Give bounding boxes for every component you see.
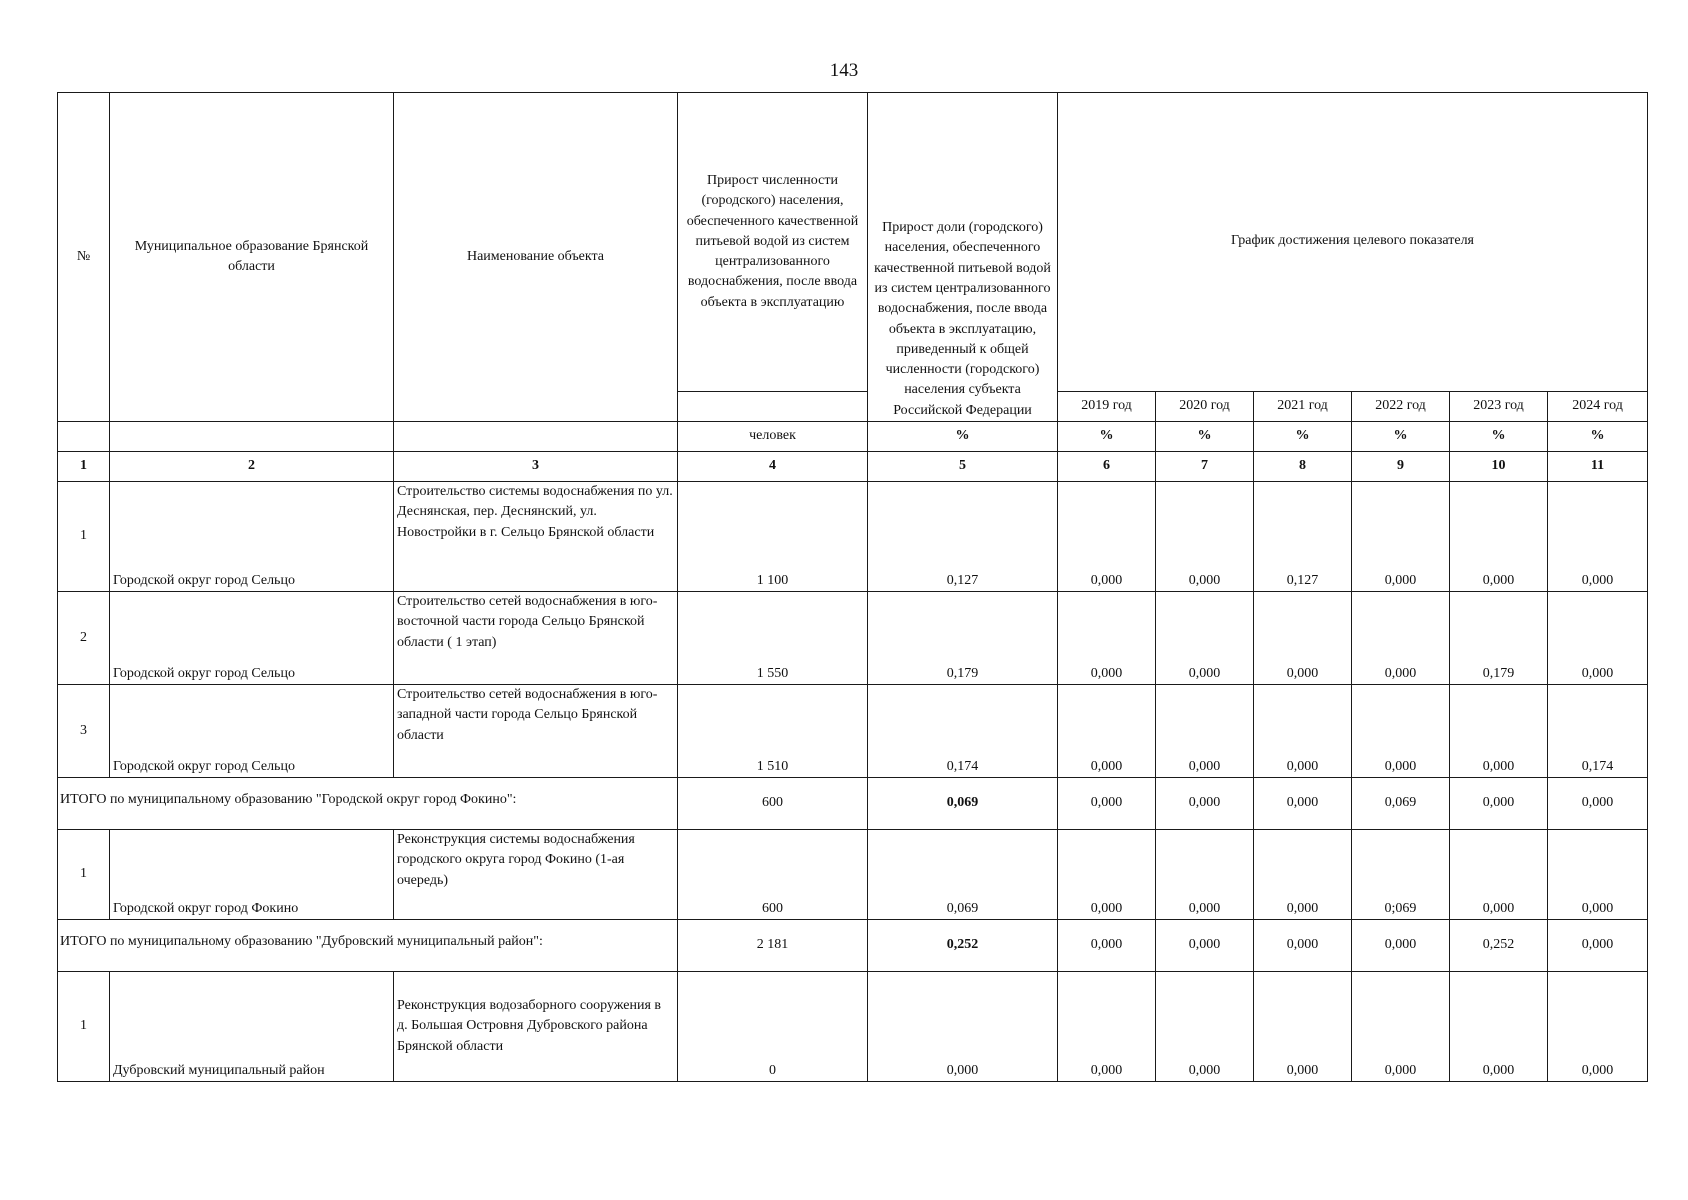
total-year-value: 0,000 [1450, 778, 1548, 830]
row-object: Строительство сетей водоснабжения в юго-западной части города Сельцо Брянской области [394, 685, 678, 778]
row-share: 0,179 [868, 592, 1058, 685]
row-no: 1 [58, 830, 110, 920]
col-number: 5 [868, 452, 1058, 482]
header-year-2023: 2023 год [1450, 392, 1548, 422]
header-year-2019: 2019 год [1058, 392, 1156, 422]
unit-percent: % [1058, 422, 1156, 452]
col-number: 10 [1450, 452, 1548, 482]
col-number: 9 [1352, 452, 1450, 482]
unit-percent: % [1352, 422, 1450, 452]
row-year-value: 0,000 [1450, 685, 1548, 778]
row-year-value: 0,000 [1058, 830, 1156, 920]
unit-percent: % [1548, 422, 1648, 452]
total-year-value: 0,000 [1254, 920, 1352, 972]
row-year-value: 0,000 [1254, 972, 1352, 1082]
row-count: 1 550 [678, 592, 868, 685]
header-growth-count: Прирост численности (городского) населения, обеспеченного качественной питьевой водой из систем централизованного водоснабжения, после ввода объекта в эксплуатацию [678, 93, 868, 392]
row-share: 0,127 [868, 482, 1058, 592]
units-empty-2 [110, 422, 394, 452]
header-year-2021: 2021 год [1254, 392, 1352, 422]
header-object: Наименование объекта [394, 93, 678, 422]
row-year-value: 0,000 [1352, 482, 1450, 592]
col-number: 7 [1156, 452, 1254, 482]
target-indicator-table [57, 92, 1648, 1082]
row-year-value: 0;069 [1352, 830, 1450, 920]
header-year-2024: 2024 год [1548, 392, 1648, 422]
row-municipality: Городской округ город Сельцо [110, 592, 394, 685]
total-year-value: 0,000 [1254, 778, 1352, 830]
row-year-value: 0,000 [1156, 685, 1254, 778]
row-year-value: 0,000 [1254, 685, 1352, 778]
row-municipality: Городской округ город Сельцо [110, 685, 394, 778]
row-year-value: 0,000 [1058, 482, 1156, 592]
total-year-value: 0,252 [1450, 920, 1548, 972]
units-empty-3 [394, 422, 678, 452]
row-share: 0,174 [868, 685, 1058, 778]
row-year-value: 0,000 [1548, 972, 1648, 1082]
total-count: 600 [678, 778, 868, 830]
row-year-value: 0,000 [1254, 830, 1352, 920]
row-year-value: 0,000 [1156, 482, 1254, 592]
row-year-value: 0,000 [1058, 685, 1156, 778]
header-growth-count-spacer [678, 392, 868, 422]
col-number: 11 [1548, 452, 1648, 482]
header-municipality: Муниципальное образование Брянской области [110, 93, 394, 422]
row-year-value: 0,000 [1058, 972, 1156, 1082]
row-year-value: 0,000 [1352, 972, 1450, 1082]
row-municipality: Городской округ город Сельцо [110, 482, 394, 592]
unit-percent: % [1156, 422, 1254, 452]
row-no: 1 [58, 972, 110, 1082]
col-number: 3 [394, 452, 678, 482]
units-empty-1 [58, 422, 110, 452]
row-year-value: 0,000 [1450, 482, 1548, 592]
total-label: ИТОГО по муниципальному образованию "Дубровский муниципальный район": [58, 920, 678, 972]
col-number: 8 [1254, 452, 1352, 482]
total-year-value: 0,000 [1058, 778, 1156, 830]
row-object: Строительство сетей водоснабжения в юго-восточной части города Сельцо Брянской области ( 1 этап) [394, 592, 678, 685]
row-year-value: 0,000 [1156, 830, 1254, 920]
total-year-value: 0,000 [1156, 778, 1254, 830]
header-no: № [58, 93, 110, 422]
unit-percent: % [868, 422, 1058, 452]
total-year-value: 0,000 [1548, 920, 1648, 972]
table-row [58, 685, 1648, 778]
row-year-value: 0,000 [1058, 592, 1156, 685]
total-row [58, 778, 1648, 830]
col-number: 1 [58, 452, 110, 482]
table-row [58, 482, 1648, 592]
row-year-value: 0,127 [1254, 482, 1352, 592]
row-no: 3 [58, 685, 110, 778]
header-schedule: График достижения целевого показателя [1058, 93, 1648, 392]
row-count: 600 [678, 830, 868, 920]
total-year-value: 0,000 [1156, 920, 1254, 972]
row-year-value: 0,000 [1352, 592, 1450, 685]
table-row [58, 830, 1648, 920]
col-number: 4 [678, 452, 868, 482]
total-year-value: 0,000 [1352, 920, 1450, 972]
row-year-value: 0,000 [1450, 830, 1548, 920]
row-count: 1 510 [678, 685, 868, 778]
unit-percent: % [1254, 422, 1352, 452]
header-year-2020: 2020 год [1156, 392, 1254, 422]
col-number: 6 [1058, 452, 1156, 482]
unit-people: человек [678, 422, 868, 452]
row-year-value: 0,000 [1156, 972, 1254, 1082]
header-year-2022: 2022 год [1352, 392, 1450, 422]
total-row [58, 920, 1648, 972]
row-year-value: 0,000 [1254, 592, 1352, 685]
row-year-value: 0,000 [1450, 972, 1548, 1082]
row-object: Реконструкция системы водоснабжения городского округа город Фокино (1-ая очередь) [394, 830, 678, 920]
row-count: 0 [678, 972, 868, 1082]
page-number: 143 [829, 60, 859, 81]
total-year-value: 0,000 [1058, 920, 1156, 972]
row-year-value: 0,174 [1548, 685, 1648, 778]
row-municipality: Городской округ город Фокино [110, 830, 394, 920]
header-growth-share: Прирост доли (городского) населения, обеспеченного качественной питьевой водой из систем централизованного водоснабжения, после ввода объекта в эксплуатацию, приведенный к общей численности (городского) населения субъекта Российской Федерации [868, 93, 1058, 422]
total-year-value: 0,000 [1548, 778, 1648, 830]
row-no: 2 [58, 592, 110, 685]
row-object: Реконструкция водозаборного сооружения в д. Большая Островня Дубровского района Брянской области [394, 972, 678, 1082]
row-year-value: 0,000 [1548, 482, 1648, 592]
row-share: 0,000 [868, 972, 1058, 1082]
row-year-value: 0,179 [1450, 592, 1548, 685]
row-year-value: 0,000 [1156, 592, 1254, 685]
row-object: Строительство системы водоснабжения по ул. Деснянская, пер. Деснянский, ул. Новостройки в г. Сельцо Брянской области [394, 482, 678, 592]
col-number: 2 [110, 452, 394, 482]
row-year-value: 0,000 [1548, 830, 1648, 920]
row-year-value: 0,000 [1352, 685, 1450, 778]
row-no: 1 [58, 482, 110, 592]
table-row [58, 592, 1648, 685]
total-count: 2 181 [678, 920, 868, 972]
unit-percent: % [1450, 422, 1548, 452]
row-share: 0,069 [868, 830, 1058, 920]
row-count: 1 100 [678, 482, 868, 592]
row-year-value: 0,000 [1548, 592, 1648, 685]
total-year-value: 0,069 [1352, 778, 1450, 830]
table-row [58, 972, 1648, 1082]
row-municipality: Дубровский муниципальный район [110, 972, 394, 1082]
total-share: 0,252 [868, 920, 1058, 972]
total-share: 0,069 [868, 778, 1058, 830]
total-label: ИТОГО по муниципальному образованию "Городской округ город Фокино": [58, 778, 678, 830]
